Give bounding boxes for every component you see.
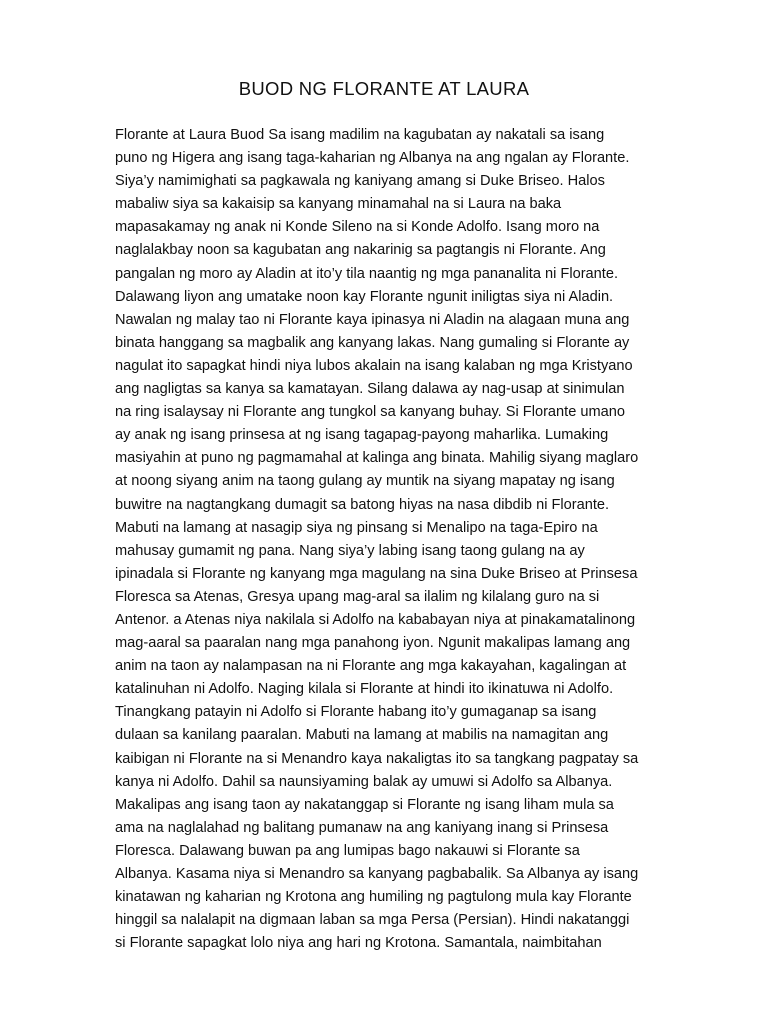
body-text-line: kanya ni Adolfo. Dahil sa naunsiyaming balak ay umuwi si Adolfo sa Albanya. <box>115 773 613 790</box>
body-text-line: Dalawang liyon ang umatake noon kay Florante ngunit iniligtas siya ni Aladin. <box>115 288 614 305</box>
body-text-line: dulaan sa kanilang paaralan. Mabuti na lamang at mabilis na namagitan ang <box>115 727 609 744</box>
body-text-line: puno ng Higera ang isang taga-kaharian ng Albanya na ang ngalan ay Florante. <box>115 150 630 167</box>
document-body <box>115 124 675 955</box>
body-text-line: ang nagligtas sa kanya sa kamatayan. Silang dalawa ay nag-usap at sinimulan <box>115 381 625 398</box>
body-text-line: katalinuhan ni Adolfo. Naging kilala si Florante at hindi ito ikinatuwa ni Adolfo. <box>115 681 614 698</box>
body-text-line: anim na taon ay nalampasan na ni Florante ang mga kakayahan, kagalingan at <box>115 658 627 675</box>
body-text-line: si Florante sapagkat lolo niya ang hari ng Krotona. Samantala, naimbitahan <box>115 935 602 952</box>
body-text-line: Makalipas ang isang taon ay nakatanggap si Florante ng isang liham mula sa <box>115 796 614 813</box>
body-text-line: Floresca. Dalawang buwan pa ang lumipas bago nakauwi si Florante sa <box>115 842 580 859</box>
document-title: BUOD NG FLORANTE AT LAURA <box>238 78 530 99</box>
body-text-line: Nawalan ng malay tao ni Florante kaya ipinasya ni Aladin na alagaan muna ang <box>115 311 630 328</box>
body-text-line: kinatawan ng kaharian ng Krotona ang humiling ng pagtulong mula kay Florante <box>115 889 632 906</box>
body-text-line: kaibigan ni Florante na si Menandro kaya nakaligtas ito sa tangkang pagpatay sa <box>115 750 639 767</box>
body-text-line: Florante at Laura Buod Sa isang madilim na kagubatan ay nakatali sa isang <box>115 127 605 143</box>
body-text-line: ama na naglalahad ng balitang pumanaw na ang kaniyang inang si Prinsesa <box>115 819 609 836</box>
body-text-line: mabaliw siya sa kakaisip sa kanyang minamahal na si Laura na baka <box>115 196 562 213</box>
body-text-line: at noong siyang anim na taong gulang ay muntik na siyang mapatay ng isang <box>115 473 615 490</box>
body-text-line: nagulat ito sapagkat hindi niya lubos akalain na isang kalaban ng mga Kristyano <box>115 357 633 374</box>
body-text-line: pangalan ng moro ay Aladin at ito’y tila naantig ng mga pananalita ni Florante. <box>115 265 619 282</box>
body-text-line: Mabuti na lamang at nasagip siya ng pinsang si Menalipo na taga-Epiro na <box>115 519 598 536</box>
body-text-line: naglalakbay noon sa kagubatan ang nakarinig sa pagtangis ni Florante. Ang <box>115 242 606 259</box>
body-text-line: Albanya. Kasama niya si Menandro sa kanyang pagbabalik. Sa Albanya ay isang <box>115 866 639 882</box>
body-text-line: Tinangkang patayin ni Adolfo si Florante habang ito’y gumaganap sa isang <box>115 704 597 721</box>
body-text-line: Floresca sa Atenas, Gresya upang mag-aral sa ilalim ng kilalang guro na si <box>115 588 600 605</box>
body-text-line: ipinadala si Florante ng kanyang mga magulang na sina Duke Briseo at Prinsesa <box>115 565 638 582</box>
body-text-line: hinggil sa nalalapit na digmaan laban sa mga Persa (Persian). Hindi nakatanggi <box>115 912 630 929</box>
body-text-line: mapasakamay ng anak ni Konde Sileno na si Konde Adolfo. Isang moro na <box>115 219 600 236</box>
body-text-line: mag-aaral sa paaralan nang mga panahong iyon. Ngunit makalipas lamang ang <box>115 635 631 652</box>
body-text-line: mahusay gumamit ng pana. Nang siya’y labing isang taong gulang na ay <box>115 542 585 559</box>
body-text-line: Siya’y namimighati sa pagkawala ng kaniyang amang si Duke Briseo. Halos <box>115 173 605 190</box>
body-text-line: na ring isalaysay ni Florante ang tungkol sa kanyang buhay. Si Florante umano <box>115 404 626 421</box>
body-text-line: ay anak ng isang prinsesa at ng isang tagapag-payong maharlika. Lumaking <box>115 427 609 444</box>
body-text-line: buwitre na nagtangkang dumagit sa batong hiyas na nasa dibdib ni Florante. <box>115 496 610 513</box>
body-text-line: masiyahin at puno ng pagmamahal at kalinga ang binata. Mahilig siyang maglaro <box>115 450 639 467</box>
body-text-line: Antenor. a Atenas niya nakilala si Adolfo na kababayan niya at pinakamatalinong <box>115 611 636 628</box>
body-text-line: binata hanggang sa magbalik ang kanyang lakas. Nang gumaling si Florante ay <box>115 334 630 351</box>
